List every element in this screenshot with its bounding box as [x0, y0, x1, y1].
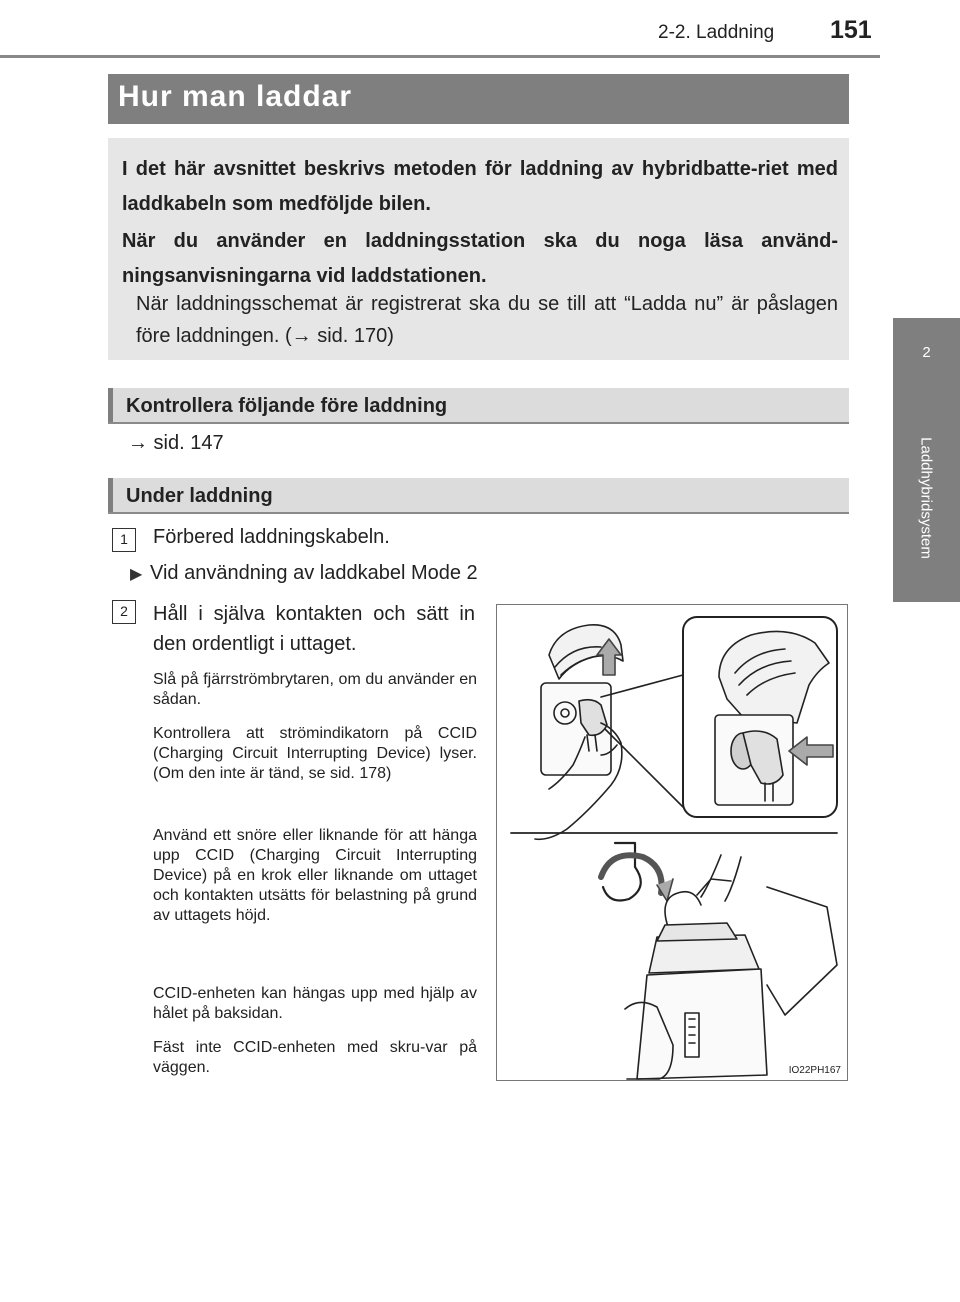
note-2: Kontrollera att strömindikatorn på CCID (Charging Circuit Interrupting Device) lyser. (Om den inte är tänd, se sid. 178) [153, 725, 477, 782]
intro-paragraph-2: När du använder en laddningsstation ska du noga läsa använd-ningsanvisningarna vid laddstationen. [122, 230, 838, 287]
section-heading-check-text: Kontrollera följande före laddning [126, 395, 448, 417]
intro-box [108, 138, 849, 360]
page-title-bar [108, 74, 849, 124]
page-reference: → sid. 147 [128, 432, 224, 454]
section-accent [108, 478, 113, 512]
figure-code: IO22PH167 [788, 1065, 841, 1076]
note-3: Använd ett snöre eller liknande för att hänga upp CCID (Charging Circuit Interrupting Device) på en krok eller liknande om uttaget och kontakten utsätts för belastning på grund av uttagets höjd. [153, 827, 477, 924]
chapter-tab-number: 2 [922, 344, 931, 361]
page-title: Hur man laddar [118, 80, 353, 113]
running-header-section: 2-2. Laddning [658, 22, 775, 43]
intro-paragraph-3: När laddningsschemat är registrerat ska du se till att “Ladda nu” är påslagen före laddningen. (→ sid. 170) [136, 293, 838, 347]
step-1-bullet-text: Vid användning av laddkabel Mode 2 [150, 562, 478, 584]
note-5: Fäst inte CCID-enheten med skru-var på väggen. [153, 1039, 477, 1076]
chapter-tab [893, 318, 960, 602]
step-1-bullet [130, 562, 478, 585]
intro-paragraph-1: I det här avsnittet beskrivs metoden för laddning av hybridbatte-riet med laddkabeln som medföljde bilen. [122, 158, 838, 215]
step-number-1: 1 [112, 528, 136, 552]
charging-illustration [496, 604, 848, 1081]
step-1-text: Förbered laddningskabeln. [153, 526, 390, 548]
note-4: CCID-enheten kan hängas upp med hjälp av hålet på baksidan. [153, 985, 477, 1022]
section-heading-during [108, 478, 849, 514]
section-heading-during-text: Under laddning [126, 485, 273, 507]
step-number-2: 2 [112, 600, 136, 624]
chapter-tab-label: Laddhybridsystem [917, 437, 935, 559]
triangle-bullet-icon: ▶ [130, 566, 143, 583]
section-accent [108, 388, 113, 422]
charging-illustration-svg [497, 605, 848, 1081]
chapter-tab-label-wrap [911, 408, 941, 588]
section-heading-check [108, 388, 849, 424]
step-2-text: Håll i själva kontakten och sätt in den ordentligt i uttaget. [153, 603, 475, 655]
header-rule [0, 55, 880, 58]
page-number: 151 [830, 16, 872, 44]
note-1: Slå på fjärrströmbrytaren, om du använder en sådan. [153, 671, 477, 708]
